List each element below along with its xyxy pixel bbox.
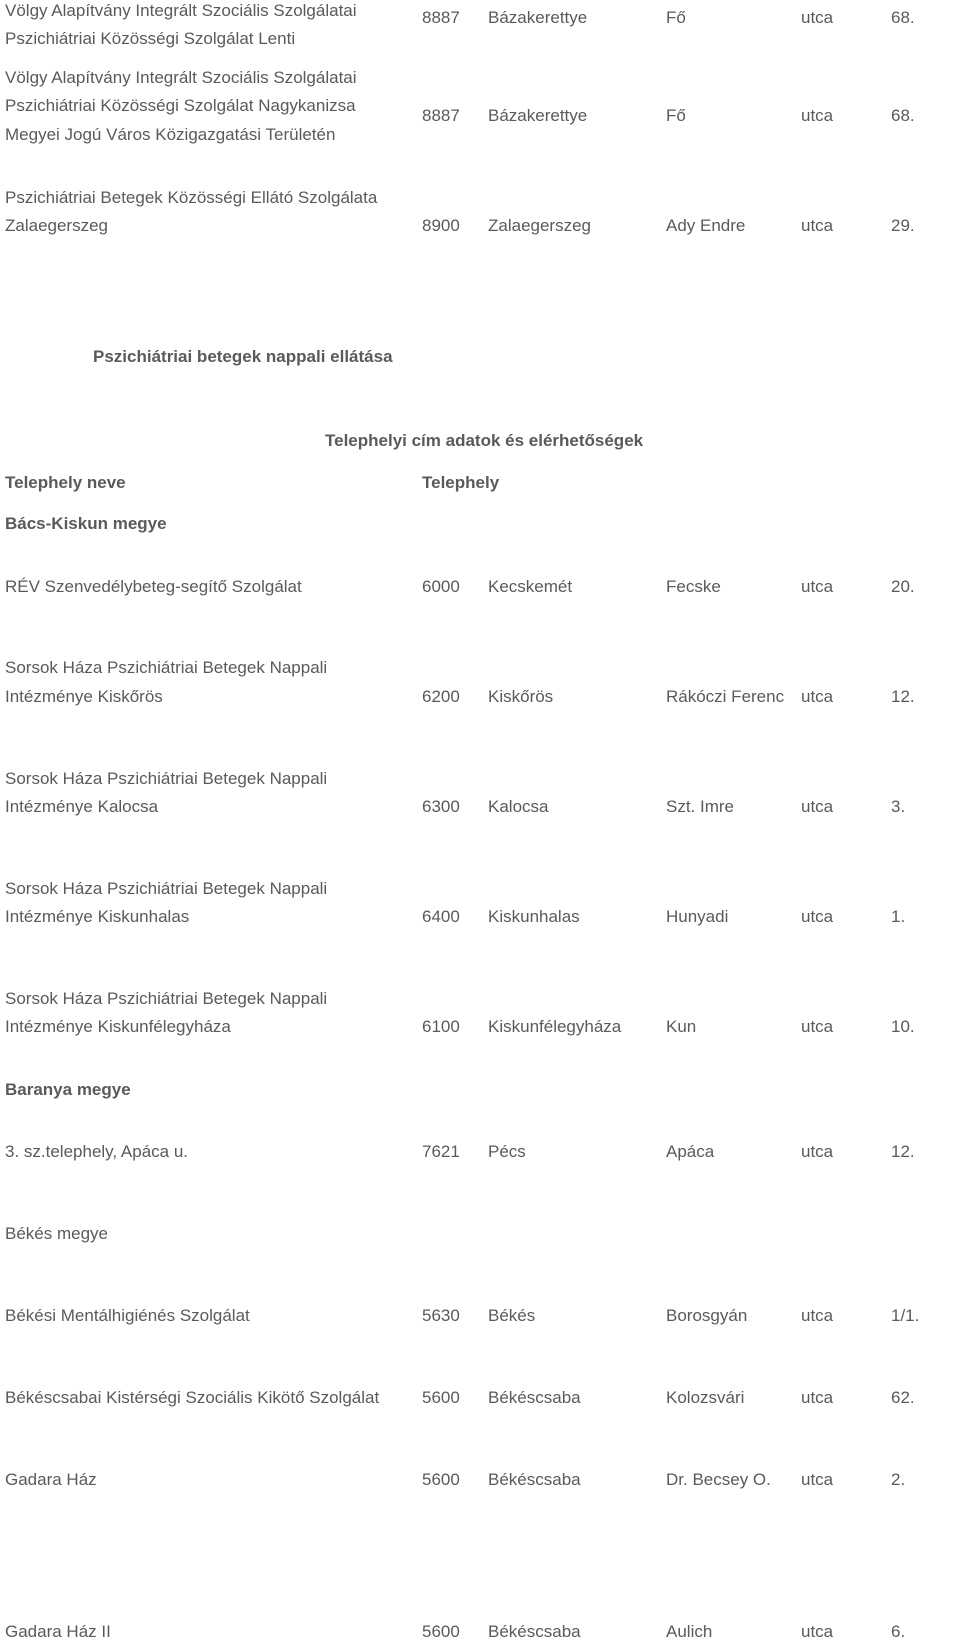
row-number: 62.: [891, 1388, 915, 1407]
row-city: Kiskunhalas: [488, 907, 580, 926]
row-city: Zalaegerszeg: [488, 216, 592, 235]
row-name-line: Zalaegerszeg: [5, 216, 109, 235]
row-zip: 8900: [422, 216, 460, 235]
row-number: 1.: [891, 907, 906, 926]
row-name-line: RÉV Szenvedélybeteg-segítő Szolgálat: [5, 577, 302, 596]
row-street: Kolozsvári: [666, 1388, 745, 1407]
row-city: Bázakerettye: [488, 8, 588, 27]
row-street-type: utca: [801, 106, 834, 125]
row-street-type: utca: [801, 687, 834, 706]
row-street: Rákóczi Ferenc: [666, 687, 785, 706]
column-header-site: Telephely: [422, 473, 500, 492]
row-street: Dr. Becsey O.: [666, 1470, 771, 1489]
row-name-line: Sorsok Háza Pszichiátriai Betegek Nappali: [5, 658, 328, 677]
row-street: Kun: [666, 1017, 697, 1036]
row-street-type: utca: [801, 216, 834, 235]
county-heading: Baranya megye: [5, 1080, 131, 1099]
row-name-line: Intézménye Kiskunfélegyháza: [5, 1017, 231, 1036]
row-street-type: utca: [801, 1306, 834, 1325]
row-name-line: Völgy Alapítvány Integrált Szociális Szolgálatai: [5, 68, 357, 87]
row-zip: 7621: [422, 1142, 460, 1161]
row-street: Fő: [666, 8, 686, 27]
row-street-type: utca: [801, 1388, 834, 1407]
row-name-line: Gadara Ház II: [5, 1622, 111, 1641]
row-name-line: Sorsok Háza Pszichiátriai Betegek Nappali: [5, 879, 328, 898]
row-number: 2.: [891, 1470, 906, 1489]
row-street-type: utca: [801, 1017, 834, 1036]
row-street-type: utca: [801, 1470, 834, 1489]
row-street: Ady Endre: [666, 216, 746, 235]
row-street: Fő: [666, 106, 686, 125]
row-zip: 6200: [422, 687, 460, 706]
column-header-name: Telephely neve: [5, 473, 126, 492]
row-city: Kiskőrös: [488, 687, 554, 706]
row-street-type: utca: [801, 1622, 834, 1641]
row-name-line: 3. sz.telephely, Apáca u.: [5, 1142, 189, 1161]
row-city: Kecskemét: [488, 577, 573, 596]
section-title: Pszichiátriai betegek nappali ellátása: [93, 347, 393, 366]
row-street-type: utca: [801, 1142, 834, 1161]
row-number: 29.: [891, 216, 915, 235]
row-street: Fecske: [666, 577, 721, 596]
section-subtitle: Telephelyi cím adatok és elérhetőségek: [325, 431, 644, 450]
row-city: Kalocsa: [488, 797, 549, 816]
row-city: Békés: [488, 1306, 536, 1325]
row-street-type: utca: [801, 797, 834, 816]
row-number: 20.: [891, 577, 915, 596]
row-name-line: Pszichiátriai Közösségi Szolgálat Lenti: [5, 29, 296, 48]
row-city: Békéscsaba: [488, 1388, 581, 1407]
row-zip: 8887: [422, 106, 460, 125]
row-zip: 6100: [422, 1017, 460, 1036]
row-zip: 5600: [422, 1622, 460, 1641]
row-name-line: Békéscsabai Kistérségi Szociális Kikötő Szolgálat: [5, 1388, 380, 1407]
row-zip: 5630: [422, 1306, 460, 1325]
row-city: Békéscsaba: [488, 1470, 581, 1489]
row-name-line: Völgy Alapítvány Integrált Szociális Szolgálatai: [5, 1, 357, 20]
row-number: 68.: [891, 8, 915, 27]
row-street: Apáca: [666, 1142, 715, 1161]
row-number: 68.: [891, 106, 915, 125]
row-name-line: Gadara Ház: [5, 1470, 97, 1489]
row-number: 1/1.: [891, 1306, 920, 1325]
row-name-line: Intézménye Kiskunhalas: [5, 907, 190, 926]
row-name-line: Pszichiátriai Betegek Közösségi Ellátó Szolgálata: [5, 188, 378, 207]
row-number: 6.: [891, 1622, 906, 1641]
row-street-type: utca: [801, 577, 834, 596]
row-street-type: utca: [801, 8, 834, 27]
row-name-line: Sorsok Háza Pszichiátriai Betegek Nappali: [5, 989, 328, 1008]
row-street-type: utca: [801, 907, 834, 926]
row-city: Kiskunfélegyháza: [488, 1017, 622, 1036]
row-number: 12.: [891, 1142, 915, 1161]
row-zip: 5600: [422, 1470, 460, 1489]
county-heading: Békés megye: [5, 1224, 108, 1243]
row-zip: 8887: [422, 8, 460, 27]
row-name-line: Intézménye Kalocsa: [5, 797, 159, 816]
row-name-line: Pszichiátriai Közösségi Szolgálat Nagykanizsa: [5, 96, 356, 115]
row-name-line: Megyei Jogú Város Közigazgatási Területén: [5, 125, 336, 144]
row-city: Bázakerettye: [488, 106, 588, 125]
row-street: Hunyadi: [666, 907, 729, 926]
row-city: Békéscsaba: [488, 1622, 581, 1641]
row-name-line: Sorsok Háza Pszichiátriai Betegek Nappali: [5, 769, 328, 788]
row-name-line: Békési Mentálhigiénés Szolgálat: [5, 1306, 250, 1325]
row-zip: 6300: [422, 797, 460, 816]
row-zip: 6000: [422, 577, 460, 596]
row-zip: 5600: [422, 1388, 460, 1407]
row-street: Aulich: [666, 1622, 713, 1641]
row-number: 10.: [891, 1017, 915, 1036]
row-city: Pécs: [488, 1142, 526, 1161]
row-name-line: Intézménye Kiskőrös: [5, 687, 163, 706]
row-zip: 6400: [422, 907, 460, 926]
row-street: Szt. Imre: [666, 797, 735, 816]
row-number: 12.: [891, 687, 915, 706]
row-number: 3.: [891, 797, 906, 816]
county-heading: Bács-Kiskun megye: [5, 514, 167, 533]
row-street: Borosgyán: [666, 1306, 748, 1325]
